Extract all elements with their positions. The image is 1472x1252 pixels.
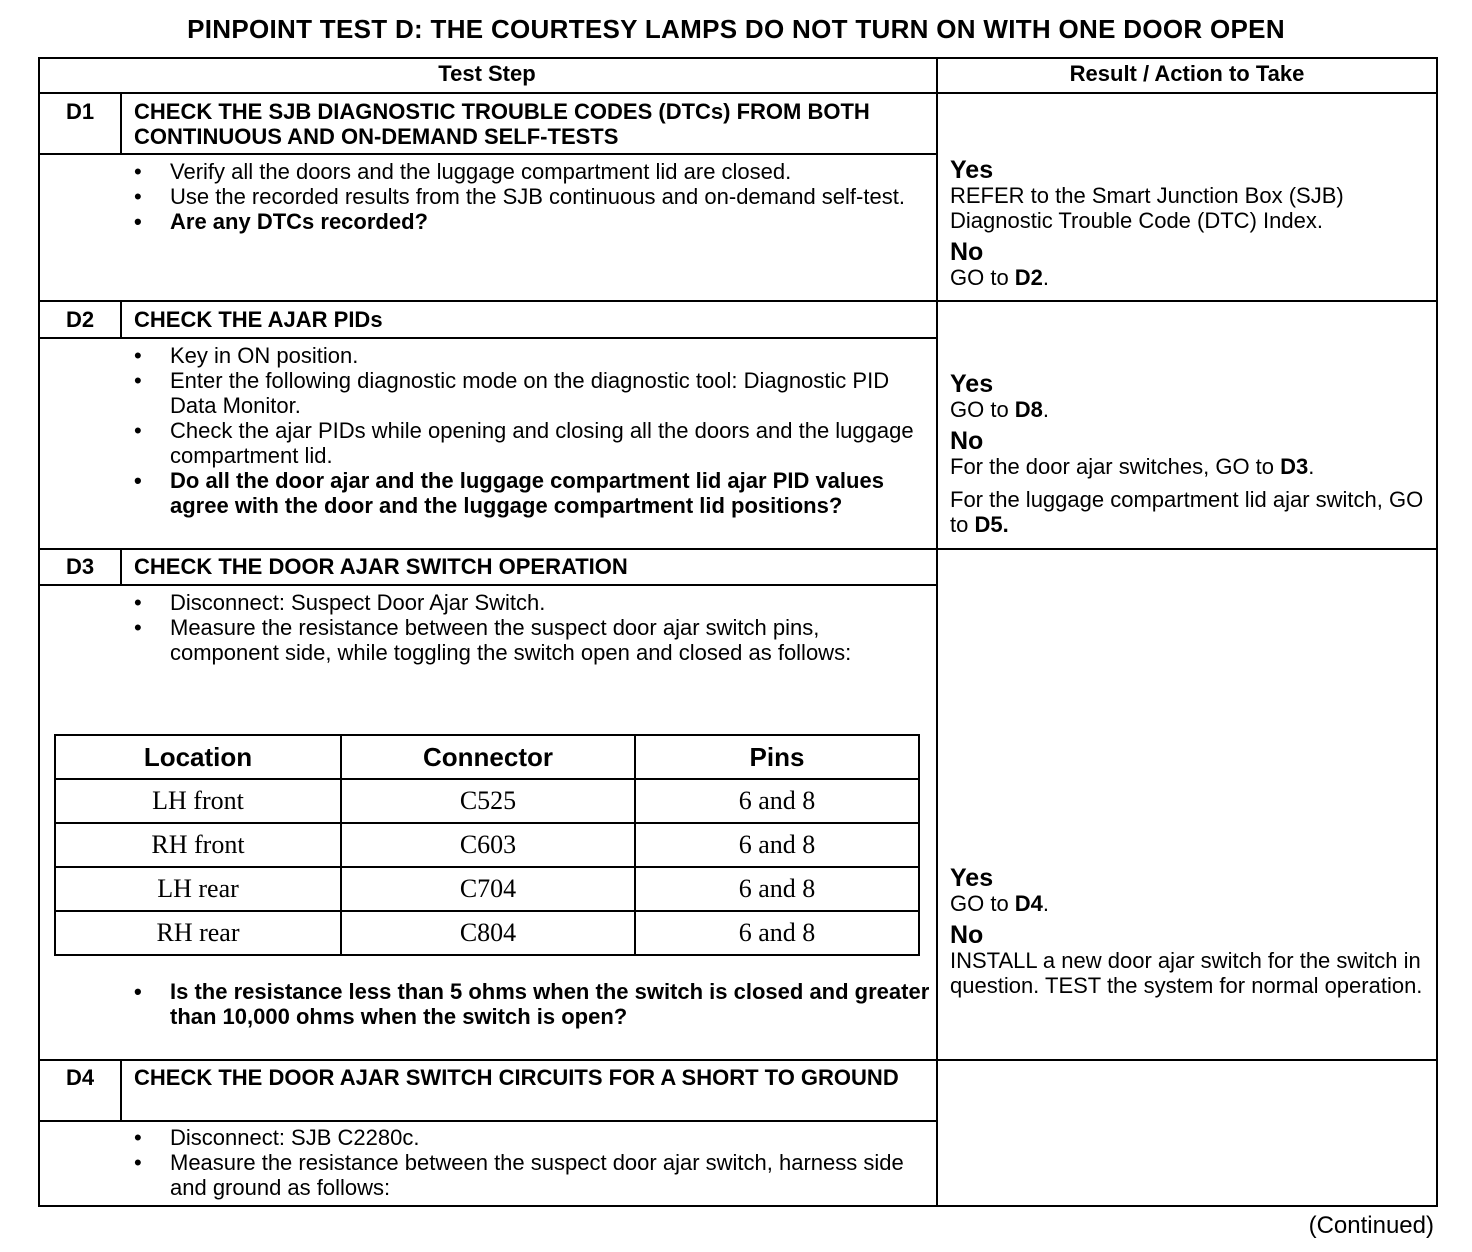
no-action: INSTALL a new door ajar switch for the switch in question. TEST the system for normal operation. — [950, 948, 1423, 998]
pinpoint-test-table — [38, 57, 1438, 1207]
step-id-d3: D3 — [65, 554, 95, 579]
list-item: • Disconnect: SJB C2280c. — [134, 1125, 934, 1150]
step-id-d4: D4 — [65, 1065, 95, 1090]
result-d2 — [950, 371, 1430, 537]
step-title-d1: CHECK THE SJB DIAGNOSTIC TROUBLE CODES (DTCs) FROM BOTH CONTINUOUS AND ON-DEMAND SELF-TESTS — [134, 99, 870, 149]
table-row — [55, 911, 919, 955]
step-title-separator — [38, 584, 936, 586]
no-action: GO to D2. — [950, 265, 1050, 290]
step-id-divider — [120, 301, 122, 337]
list-item: • Measure the resistance between the suspect door ajar switch pins, component side, while toggling the switch open and closed as follows: — [134, 615, 934, 665]
continued-note: (Continued) — [1308, 1212, 1434, 1239]
table-cell: 6 and 8 — [635, 911, 919, 955]
step-id-divider — [120, 549, 122, 585]
list-item: • Enter the following diagnostic mode on the diagnostic tool: Diagnostic PID Data Monitor. — [134, 368, 934, 418]
table-cell: C603 — [341, 823, 635, 867]
table-cell: RH rear — [55, 911, 341, 955]
page-title: PINPOINT TEST D: THE COURTESY LAMPS DO NOT TURN ON WITH ONE DOOR OPEN — [187, 14, 1285, 44]
step-link-d5: D5 — [974, 512, 1003, 537]
result-d1 — [950, 157, 1430, 290]
no-label: No — [950, 238, 984, 266]
table-row — [55, 823, 919, 867]
table-border-left — [38, 57, 40, 1207]
no-label: No — [950, 921, 984, 949]
table-border-bottom — [38, 1205, 1438, 1207]
yes-action: GO to D8. — [950, 397, 1050, 422]
row-separator — [38, 300, 1438, 302]
table-cell: 6 and 8 — [635, 779, 919, 823]
step-id-d2: D2 — [65, 307, 95, 332]
list-item: • Key in ON position. — [134, 343, 934, 368]
step-id-divider — [120, 93, 122, 153]
step-title-d3: CHECK THE DOOR AJAR SWITCH OPERATION — [134, 554, 628, 579]
step-title-d2: CHECK THE AJAR PIDs — [134, 307, 383, 332]
column-header: Connector — [341, 735, 635, 779]
step-question: • Do all the door ajar and the luggage compartment lid ajar PID values agree with the door and the luggage compartment lid positions? — [134, 468, 934, 518]
no-label: No — [950, 427, 984, 455]
step-id-d1: D1 — [65, 99, 95, 124]
result-d3 — [950, 865, 1430, 998]
list-item: • Check the ajar PIDs while opening and closing all the doors and the luggage compartment lid. — [134, 418, 934, 468]
column-divider — [936, 57, 938, 1207]
yes-label: Yes — [950, 864, 994, 892]
no-action-door: For the door ajar switches, GO to D3. — [950, 454, 1315, 479]
step-title-separator — [38, 1120, 936, 1122]
table-border-top — [38, 57, 1438, 59]
step-title-d4: CHECK THE DOOR AJAR SWITCH CIRCUITS FOR A SHORT TO GROUND — [134, 1065, 899, 1090]
switch-pin-table — [54, 734, 920, 956]
row-separator — [38, 1059, 1438, 1061]
table-header-row — [55, 735, 919, 779]
step-bullets-d1 — [134, 159, 934, 234]
header-result: Result / Action to Take — [1069, 61, 1305, 86]
table-cell: C525 — [341, 779, 635, 823]
list-item: • Use the recorded results from the SJB continuous and on-demand self-test. — [134, 184, 934, 209]
table-cell: C704 — [341, 867, 635, 911]
table-cell: C804 — [341, 911, 635, 955]
step-bullets-d2 — [134, 343, 934, 518]
step-title-separator — [38, 337, 936, 339]
step-title-separator — [38, 153, 936, 155]
step-question: • Is the resistance less than 5 ohms when the switch is closed and greater than 10,000 ohms when the switch is open? — [134, 979, 934, 1029]
table-row — [55, 779, 919, 823]
table-cell: LH rear — [55, 867, 341, 911]
row-separator — [38, 548, 1438, 550]
table-row — [55, 867, 919, 911]
step-link-d8: D8 — [1014, 397, 1043, 422]
step-question: • Are any DTCs recorded? — [134, 209, 934, 234]
step-link-d3: D3 — [1280, 454, 1309, 479]
yes-label: Yes — [950, 156, 994, 184]
step-link-d4: D4 — [1014, 891, 1043, 916]
step-bullets-d4 — [134, 1125, 934, 1200]
header-separator — [38, 92, 1438, 94]
yes-action: REFER to the Smart Junction Box (SJB) Diagnostic Trouble Code (DTC) Index. — [950, 183, 1344, 233]
table-cell: LH front — [55, 779, 341, 823]
list-item: • Measure the resistance between the suspect door ajar switch, harness side and ground as follows: — [134, 1150, 934, 1200]
step-question-d3 — [134, 979, 934, 1029]
yes-label: Yes — [950, 370, 994, 398]
table-cell: 6 and 8 — [635, 823, 919, 867]
list-item: • Verify all the doors and the luggage compartment lid are closed. — [134, 159, 934, 184]
column-header: Pins — [635, 735, 919, 779]
step-link-d2: D2 — [1014, 265, 1043, 290]
table-cell: 6 and 8 — [635, 867, 919, 911]
step-bullets-d3 — [134, 590, 934, 665]
no-action-luggage: For the luggage compartment lid ajar switch, GO to D5. — [950, 487, 1424, 537]
list-item: • Disconnect: Suspect Door Ajar Switch. — [134, 590, 934, 615]
table-border-right — [1436, 57, 1438, 1207]
step-id-divider — [120, 1060, 122, 1120]
yes-action: GO to D4. — [950, 891, 1050, 916]
column-header: Location — [55, 735, 341, 779]
header-test-step: Test Step — [438, 61, 536, 86]
table-cell: RH front — [55, 823, 341, 867]
